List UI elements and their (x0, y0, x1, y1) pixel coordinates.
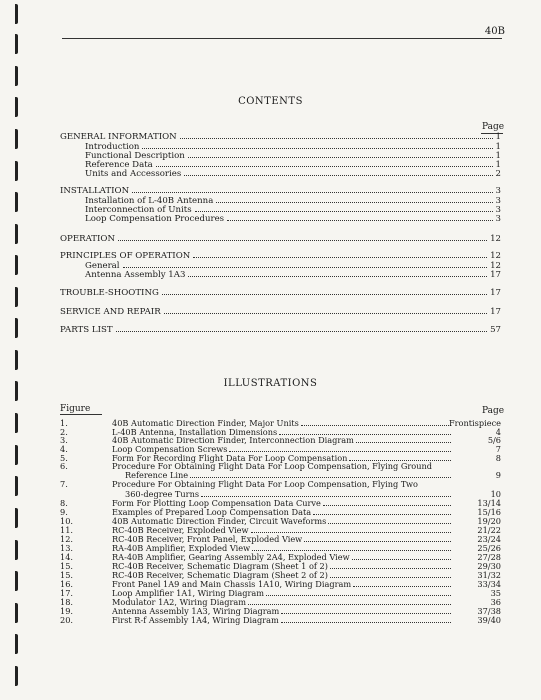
figure-row[interactable]: 19. Antenna Assembly 1A3, Wiring Diagram 37/38 (60, 606, 501, 616)
figure-row[interactable]: 17. Loop Amplifier 1A1, Wiring Diagram 35 (60, 588, 501, 598)
figure-row[interactable]: 12. RC-40B Receiver, Front Panel, Exploded View 23/24 (60, 534, 501, 544)
figure-row[interactable]: 18. Modulator 1A2, Wiring Diagram 36 (60, 597, 501, 607)
figure-row[interactable]: 15. RC-40B Receiver, Schematic Diagram (Sheet 2 of 2) 31/32 (60, 570, 501, 580)
figure-row[interactable]: 8. Form For Plotting Loop Compensation Data Curve 13/14 (60, 498, 501, 508)
illustrations-page-label: Page (482, 406, 505, 416)
figure-row[interactable]: 7. Procedure For Obtaining Flight Data For Loop Compensation, Flying Two (60, 479, 418, 489)
page-number: 40B (484, 26, 505, 37)
figure-row[interactable]: 3. 40B Automatic Direction Finder, Interconnection Diagram 5/6 (60, 435, 501, 445)
contents-heading: CONTENTS (238, 96, 303, 107)
toc-row[interactable]: Reference Data 1 (85, 160, 501, 170)
toc-row[interactable]: Antenna Assembly 1A3 17 (85, 270, 501, 280)
figure-row[interactable]: 2. L-40B Antenna, Installation Dimensions 4 (60, 427, 501, 437)
toc-row[interactable]: SERVICE AND REPAIR 17 (60, 307, 501, 317)
figure-row[interactable]: 5. Form For Recording Flight Data For Loop Compensation 8 (60, 453, 501, 463)
figure-row-continuation[interactable]: 360-degree Turns 10 (125, 489, 501, 499)
toc-row[interactable]: Interconnection of Units 3 (85, 205, 501, 215)
toc-row[interactable]: TROUBLE-SHOOTING 17 (60, 288, 501, 298)
toc-row[interactable]: PRINCIPLES OF OPERATION 12 (60, 251, 501, 261)
toc-row[interactable]: General 12 (85, 261, 501, 271)
figure-row[interactable]: 16. Front Panel 1A9 and Main Chassis 1A10, Wiring Diagram 33/34 (60, 579, 501, 589)
toc-row[interactable]: Installation of L-40B Antenna 3 (85, 196, 501, 206)
toc-row[interactable]: Functional Description 1 (85, 151, 501, 161)
figure-row[interactable]: 13. RA-40B Amplifier, Exploded View 25/26 (60, 543, 501, 553)
figure-row[interactable]: 15. RC-40B Receiver, Schematic Diagram (Sheet 1 of 2) 29/30 (60, 561, 501, 571)
toc-row[interactable]: Introduction 1 (85, 142, 501, 152)
illustrations-heading: ILLUSTRATIONS (223, 378, 318, 389)
figure-row[interactable]: 11. RC-40B Receiver, Exploded View 21/22 (60, 525, 501, 535)
figure-row[interactable]: 20. First R-f Assembly 1A4, Wiring Diagram 39/40 (60, 615, 501, 625)
contents-page-label: Page (482, 122, 505, 132)
toc-row[interactable]: PARTS LIST 57 (60, 325, 501, 335)
figure-row[interactable]: 6. Procedure For Obtaining Flight Data For Loop Compensation, Flying Ground (60, 461, 432, 471)
figure-row[interactable]: 14. RA-40B Amplifier, Gearing Assembly 2A4, Exploded View 27/28 (60, 552, 501, 562)
figure-row[interactable]: 10. 40B Automatic Direction Finder, Circuit Waveforms 19/20 (60, 516, 501, 526)
header-rule (62, 38, 502, 39)
figure-row[interactable]: 4. Loop Compensation Screws 7 (60, 444, 501, 454)
toc-row[interactable]: Loop Compensation Procedures 3 (85, 214, 501, 224)
toc-row[interactable]: Units and Accessories 2 (85, 169, 501, 179)
toc-row[interactable]: INSTALLATION 3 (60, 186, 501, 196)
figure-label: Figure (60, 404, 91, 414)
toc-row[interactable]: GENERAL INFORMATION 1 (60, 132, 501, 142)
figure-row[interactable]: 1. 40B Automatic Direction Finder, Major Units Frontispiece (60, 418, 501, 428)
toc-row[interactable]: OPERATION 12 (60, 234, 501, 244)
figure-row-continuation[interactable]: Reference Line 9 (125, 470, 501, 480)
figure-row[interactable]: 9. Examples of Prepared Loop Compensation Data 15/16 (60, 507, 501, 517)
figure-label-rule (60, 414, 102, 415)
